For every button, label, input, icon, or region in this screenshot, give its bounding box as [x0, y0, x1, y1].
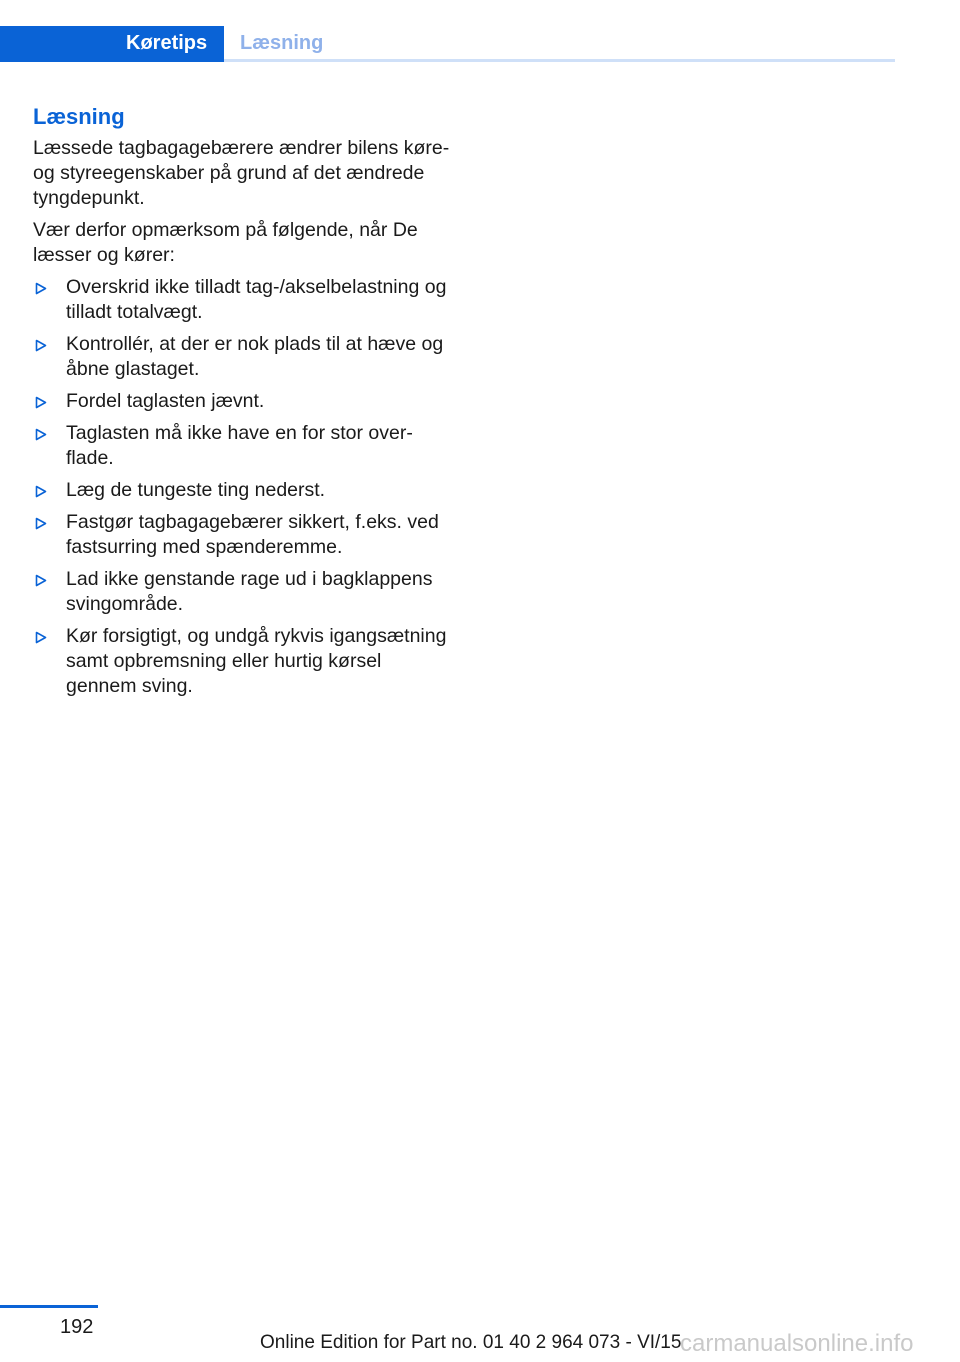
footer-accent-line — [0, 1305, 98, 1308]
list-item-text: Kør forsigtigt, og undgå rykvis igangsætning samt opbremsning eller hurtig kørsel gennem sving. — [66, 625, 447, 697]
list-item — [33, 332, 453, 382]
list-item — [33, 389, 453, 414]
list-item-text: Overskrid ikke tilladt tag-/akselbelastning og tilladt totalvægt. — [66, 276, 447, 323]
header-divider — [224, 59, 895, 62]
list-item-text: Fordel taglasten jævnt. — [66, 390, 265, 412]
instruction-paragraph: Vær derfor opmærksom på følgende, når De læsser og kører: — [33, 219, 418, 266]
list-item — [33, 478, 453, 503]
edition-note: Online Edition for Part no. 01 40 2 964 073 - VI/15 — [260, 1332, 682, 1353]
header-tab-section[interactable]: Læsning — [240, 32, 324, 54]
list-item — [33, 624, 453, 699]
list-item — [33, 567, 453, 617]
list-item-text: Læg de tungeste ting nederst. — [66, 479, 326, 501]
page-header — [0, 26, 895, 62]
list-item-text: Kontrollér, at der er nok plads til at hæve og åbne glastaget. — [66, 333, 444, 380]
list-item-text: Lad ikke genstande rage ud i bagklappens svingområde. — [66, 568, 433, 615]
section-title: Læsning — [33, 104, 125, 129]
page-number: 192 — [60, 1316, 94, 1338]
bullet-list — [33, 275, 453, 699]
list-item — [33, 275, 453, 325]
list-item-text: Fastgør tagbagagebærer sikkert, f.eks. ved fastsurring med spænderemme. — [66, 511, 439, 558]
header-tab-chapter[interactable]: Køretips — [0, 26, 224, 62]
main-content — [33, 103, 453, 706]
list-item — [33, 510, 453, 560]
list-item — [33, 421, 453, 471]
watermark: carmanualsonline.info — [680, 1330, 914, 1357]
list-item-text: Taglasten må ikke have en for stor overflade. — [66, 422, 413, 469]
intro-paragraph: Læssede tagbagagebærere ændrer bilens køre- og styreegenskaber på grund af det ændrede tyngdepunkt. — [33, 137, 450, 209]
